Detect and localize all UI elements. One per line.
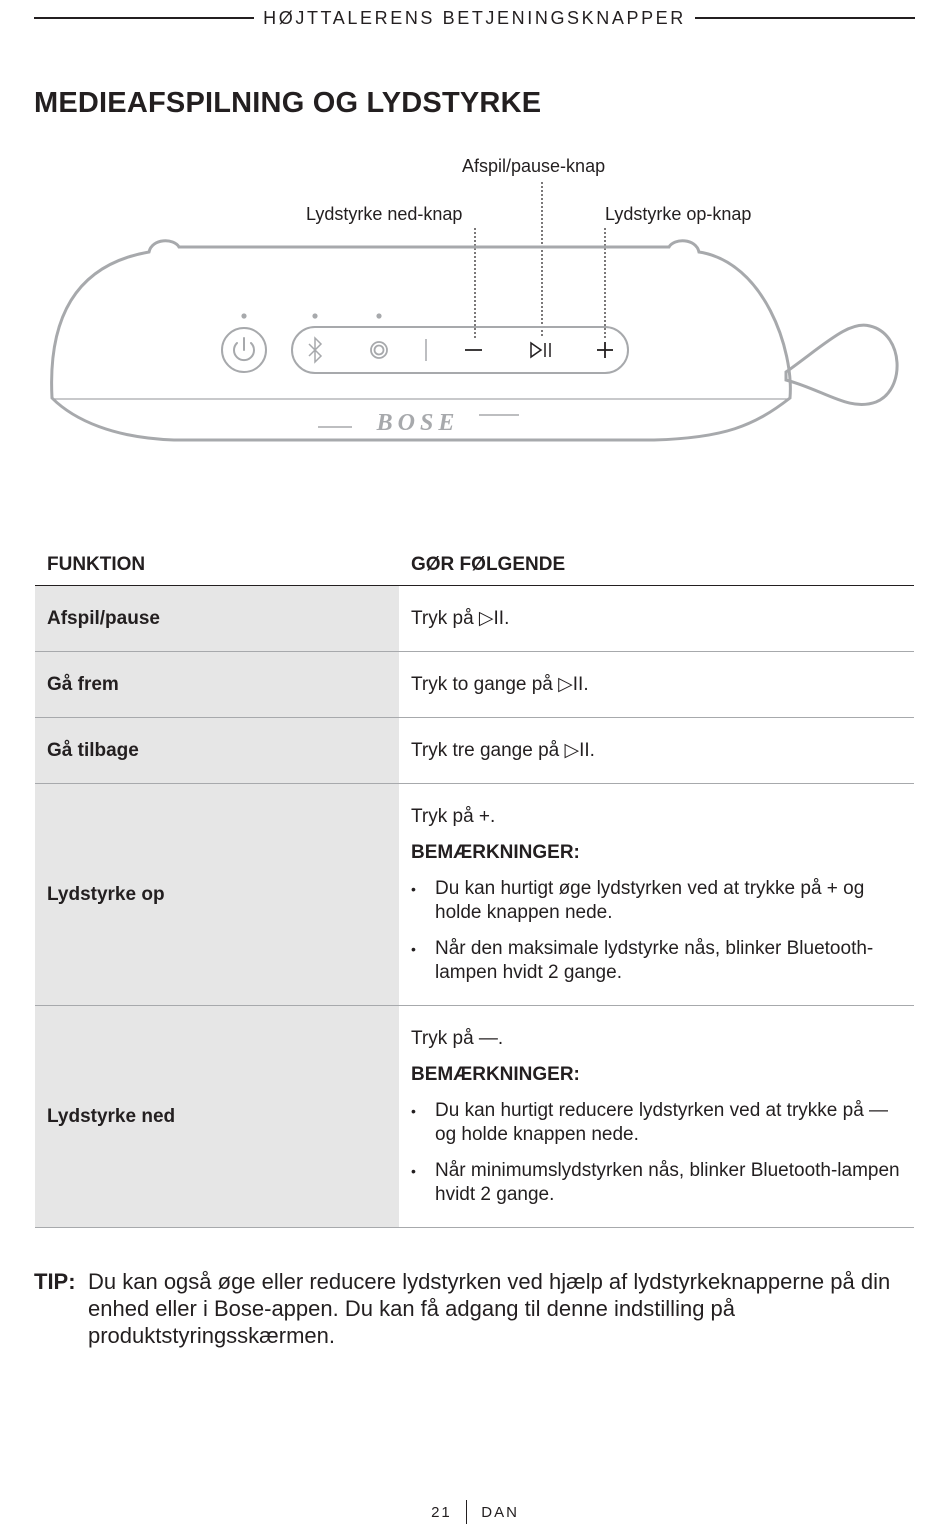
notes-title: BEMÆRKNINGER:	[411, 841, 580, 863]
tip-text: Du kan også øge eller reducere lydstyrken ved hjælp af lydstyrkeknapperne på din enhed eller i Bose-appen. Du kan få adgang til denne indstilling på produktstyringsskærmen.	[88, 1269, 891, 1348]
row-function: Lydstyrke ned	[35, 1006, 399, 1227]
speaker-illustration	[34, 150, 915, 450]
list-item	[411, 1159, 902, 1207]
row-function: Gå tilbage	[35, 718, 399, 783]
language-code: DAN	[481, 1503, 519, 1521]
callout-play-pause: Afspil/pause-knap	[462, 156, 606, 176]
notes-title: BEMÆRKNINGER:	[411, 1063, 580, 1085]
list-item	[411, 877, 902, 925]
callout-volume-down: Lydstyrke ned-knap	[306, 204, 463, 224]
list-item	[411, 937, 902, 985]
bullet-dot: •	[411, 940, 416, 957]
multifunction-icon	[371, 342, 387, 358]
note-text: Du kan hurtigt reducere lydstyrken ved at trykke på — og holde knappen nede.	[435, 1099, 889, 1145]
footer-separator	[466, 1500, 468, 1524]
note-text: Du kan hurtigt øge lydstyrken ved at trykke på + og holde knappen nede.	[435, 877, 865, 923]
bullet-dot: •	[411, 880, 416, 897]
note-text: Når den maksimale lydstyrke nås, blinker Bluetooth-lampen hvidt 2 gange.	[435, 937, 874, 983]
function-table	[35, 546, 914, 1228]
row-action: Tryk på —.	[411, 1027, 504, 1049]
multifunction-indicator-dot	[376, 313, 381, 318]
section-title: MEDIEAFSPILNING OG LYDSTYRKE	[34, 87, 542, 119]
row-action: Tryk tre gange på ▷II.	[411, 740, 595, 761]
tip-label: TIP:	[34, 1269, 76, 1294]
table-row	[35, 586, 914, 652]
tip-box	[34, 1268, 894, 1349]
page-footer	[0, 1500, 950, 1524]
callout-volume-up: Lydstyrke op-knap	[605, 204, 752, 224]
bullet-dot: •	[411, 1162, 416, 1179]
play-pause-icon	[531, 343, 550, 357]
table-header	[35, 546, 914, 586]
page-number: 21	[431, 1503, 452, 1521]
speaker-diagram	[34, 150, 915, 450]
table-row	[35, 1006, 914, 1228]
header-title: HØJTTALERENS BETJENINGSKNAPPER	[263, 7, 686, 28]
row-action: Tryk to gange på ▷II.	[411, 674, 589, 695]
row-function: Gå frem	[35, 652, 399, 717]
lanyard-loop	[786, 325, 897, 404]
header-action: GØR FØLGENDE	[411, 554, 566, 575]
header-rule-left	[34, 17, 254, 19]
header-function: FUNKTION	[47, 554, 146, 575]
bullet-dot: •	[411, 1102, 416, 1119]
bose-logo: BOSE	[376, 410, 460, 436]
row-action: Tryk på ▷II.	[411, 608, 510, 629]
row-function: Afspil/pause	[35, 586, 399, 651]
table-row	[35, 718, 914, 784]
note-text: Når minimumslydstyrken nås, blinker Bluetooth-lampen hvidt 2 gange.	[435, 1159, 900, 1205]
list-item	[411, 1099, 902, 1147]
button-strip	[292, 327, 628, 373]
row-action: Tryk på +.	[411, 805, 496, 827]
plus-icon	[597, 342, 613, 358]
table-row	[35, 652, 914, 718]
row-function: Lydstyrke op	[35, 784, 399, 1005]
running-header	[34, 6, 915, 30]
header-rule-right	[695, 17, 915, 19]
bluetooth-icon	[309, 338, 321, 362]
bluetooth-indicator-dot	[312, 313, 317, 318]
table-row	[35, 784, 914, 1006]
power-icon	[222, 328, 266, 372]
power-indicator-dot	[241, 313, 246, 318]
